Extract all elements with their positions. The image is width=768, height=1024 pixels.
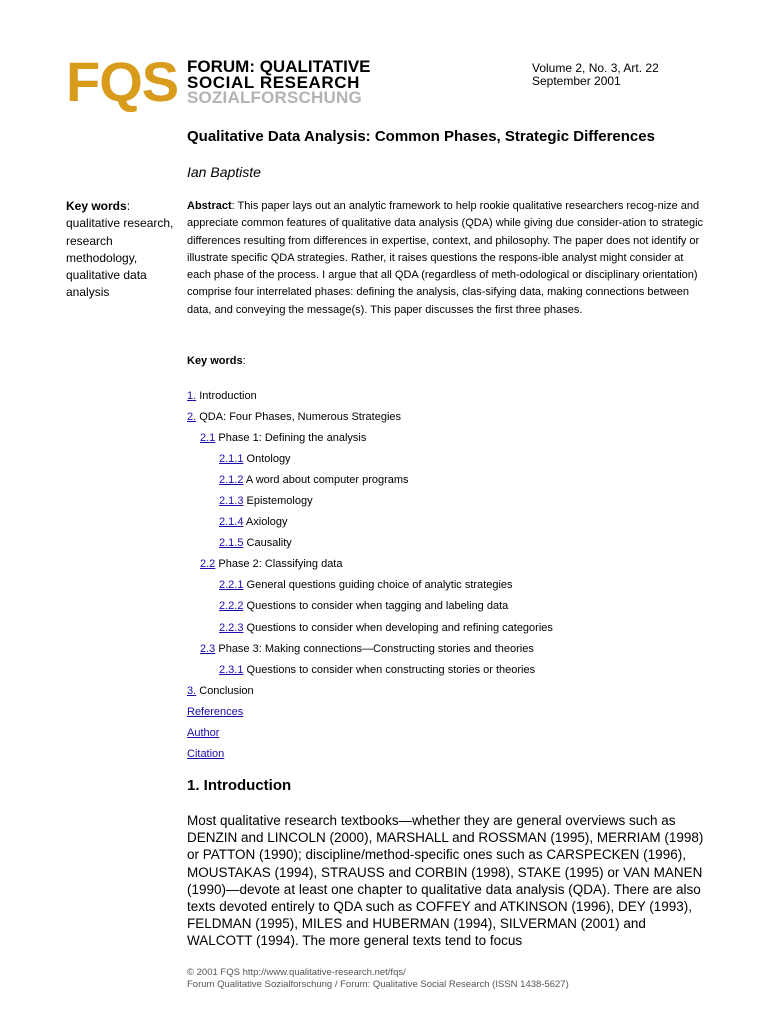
- sidebar-keywords: [66, 198, 176, 302]
- toc-label: Phase 2: Classifying data: [218, 558, 343, 570]
- logo-title-line3: SOZIALFORSCHUNG: [187, 88, 362, 107]
- toc-link-citation[interactable]: [187, 747, 224, 761]
- abstract-label: Abstract: [187, 200, 232, 212]
- toc-number[interactable]: 2.1.3: [219, 495, 244, 507]
- toc-label: Phase 3: Making connections—Constructing stories and theories: [218, 643, 534, 655]
- keywords-heading: [187, 355, 246, 367]
- toc-label: Questions to consider when developing and refining categories: [246, 622, 553, 634]
- citation-link[interactable]: Citation: [187, 748, 225, 760]
- toc-number[interactable]: 2.1.1: [219, 453, 244, 465]
- toc-label: Causality: [246, 537, 292, 549]
- toc-label: Introduction: [199, 390, 257, 402]
- paper-title: Qualitative Data Analysis: Common Phases, Strategic Differences: [187, 128, 655, 145]
- toc-label: Conclusion: [199, 685, 254, 697]
- sidebar-keywords-colon: :: [126, 199, 131, 213]
- toc-label: Phase 1: Defining the analysis: [218, 432, 367, 444]
- toc-number[interactable]: 2.3.1: [219, 664, 244, 676]
- toc-number[interactable]: 2.2.2: [219, 600, 244, 612]
- fqs-logo: FQS: [66, 50, 179, 113]
- toc-label: General questions guiding choice of analytic strategies: [246, 579, 513, 591]
- toc-label: QDA: Four Phases, Numerous Strategies: [199, 411, 401, 423]
- keywords-heading-label: Key words: [187, 355, 243, 367]
- toc-label: Ontology: [246, 453, 291, 465]
- abstract-text: : This paper lays out an analytic framework to help rookie qualitative researchers recog-nize and appreciate common features of qualitative data analysis (QDA) while giving due consider-ation to strategic differences resulting from differences in expertise, context, and philosophy. The paper does not identify or illustrate specific QDA strategies. Rather, it raises questions the respons-ible analyst might consider at each phase of the process. I argue that all QDA (regardless of meth-odological or disciplinary orientation) comprise four interrelated phases: defining the analysis, clas-sifying data, making connections between data, and conveying the message(s). This paper discusses the first three phases.: [187, 200, 704, 316]
- sidebar-keywords-label: Key words: [66, 199, 127, 213]
- toc-label: A word about computer programs: [245, 474, 409, 486]
- toc-number[interactable]: 2.: [187, 411, 197, 423]
- sidebar-keywords-text: qualitative research, research methodology, qualitative data analysis: [66, 216, 174, 300]
- logo-title-line2: SOCIAL RESEARCH: [187, 73, 361, 92]
- toc-number[interactable]: 3.: [187, 685, 197, 697]
- footer-journal: Forum Qualitative Sozialforschung / Forum: Qualitative Social Research (ISSN 1438-5627): [187, 979, 569, 990]
- toc-entry-2-2-1[interactable]: [219, 578, 513, 592]
- toc-entry-2-2[interactable]: [200, 557, 343, 571]
- toc-entry-2-1[interactable]: [200, 431, 366, 445]
- toc-entry-2-1-1[interactable]: [219, 452, 291, 466]
- toc-number[interactable]: 2.1.5: [219, 537, 244, 549]
- toc-entry-2-3-1[interactable]: [219, 663, 535, 677]
- toc-label: Questions to consider when tagging and labeling data: [246, 600, 509, 612]
- toc-label: Epistemology: [246, 495, 313, 507]
- issue-date: September 2001: [532, 74, 621, 88]
- toc-number[interactable]: 2.3: [200, 643, 216, 655]
- toc-label: Axiology: [245, 516, 288, 528]
- footer-copyright: © 2001 FQS http://www.qualitative-research.net/fqs/: [187, 967, 406, 978]
- toc-entry-2[interactable]: [187, 410, 401, 424]
- references-link[interactable]: References: [187, 706, 244, 718]
- toc-entry-2-2-3[interactable]: [219, 621, 553, 635]
- toc-link-references[interactable]: [187, 705, 243, 719]
- toc-number[interactable]: 2.2: [200, 558, 216, 570]
- body-paragraph: Most qualitative research textbooks—whether they are general overviews such as DENZIN and LINCOLN (2000), MARSHALL and ROSSMAN (1995), MERRIAM (1998) or PATTON (1990); discipline/method-specific ones such as CARSPECKEN (1996), MOUSTAKAS (1994), STRAUSS and CORBIN (1998), STAKE (1995) or VAN MANEN (1990)—devote at least one chapter to qualitative data analysis (QDA). There are also texts devoted entirely to QDA such as COFFEY and ATKINSON (1996), DEY (1993), FELDMAN (1995), MILES and HUBERMAN (1994), SILVERMAN (2001) and WALCOTT (1994). The more general texts tend to focus: [187, 813, 704, 949]
- toc-entry-2-1-3[interactable]: [219, 494, 313, 508]
- toc-entry-2-1-4[interactable]: [219, 515, 288, 529]
- logo-title-line1: FORUM: QUALITATIVE: [187, 57, 371, 76]
- toc-entry-2-2-2[interactable]: [219, 599, 508, 613]
- toc-number[interactable]: 1.: [187, 390, 197, 402]
- section-heading: 1. Introduction: [187, 777, 292, 794]
- toc-entry-3[interactable]: [187, 684, 254, 698]
- toc-link-author[interactable]: [187, 726, 219, 740]
- author-name: Ian Baptiste: [187, 164, 261, 180]
- abstract: [187, 198, 707, 319]
- toc-number[interactable]: 2.1.2: [219, 474, 244, 486]
- toc-number[interactable]: 2.1.4: [219, 516, 244, 528]
- keywords-heading-colon: :: [242, 355, 246, 367]
- toc-entry-2-1-5[interactable]: [219, 536, 292, 550]
- toc-entry-2-3[interactable]: [200, 642, 534, 656]
- toc-label: Questions to consider when constructing stories or theories: [246, 664, 536, 676]
- toc-number[interactable]: 2.1: [200, 432, 216, 444]
- issue-info: Volume 2, No. 3, Art. 22: [532, 61, 659, 75]
- toc-entry-1[interactable]: [187, 389, 257, 403]
- toc-number[interactable]: 2.2.1: [219, 579, 244, 591]
- toc-number[interactable]: 2.2.3: [219, 622, 244, 634]
- author-link[interactable]: Author: [187, 727, 220, 739]
- toc-entry-2-1-2[interactable]: [219, 473, 409, 487]
